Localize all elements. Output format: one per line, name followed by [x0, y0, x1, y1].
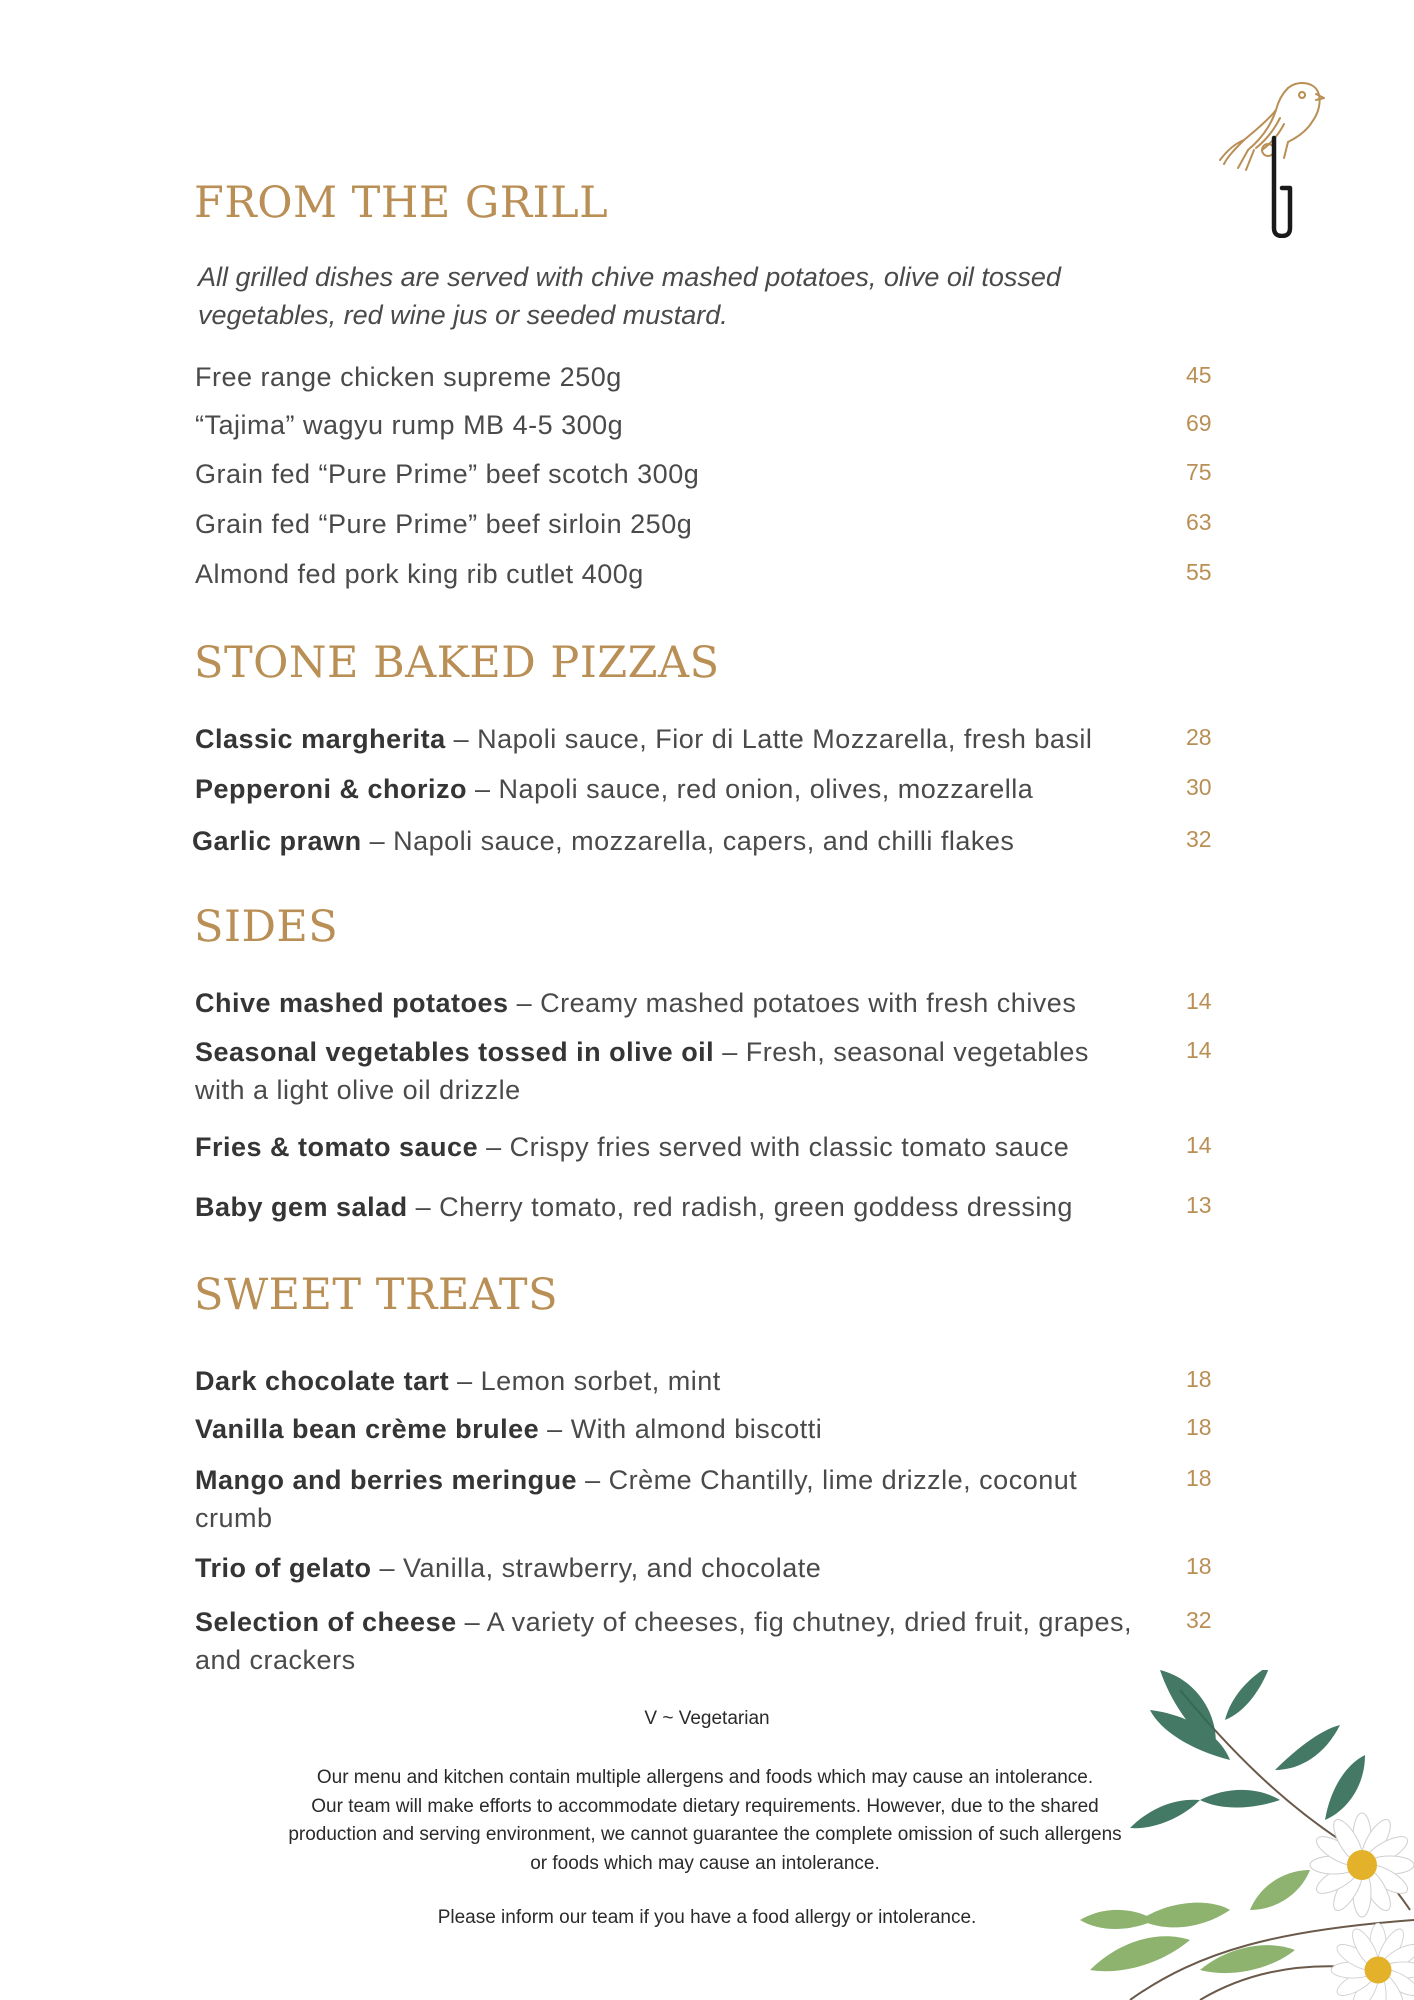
sweet-item-name: Mango and berries meringue — [195, 1465, 578, 1495]
sweet-item-name: Selection of cheese — [195, 1607, 457, 1637]
pizza-item-price: 30 — [1186, 774, 1212, 800]
disclaimer-line: Our team will make efforts to accommodate dietary requirements. However, due to the shared — [311, 1795, 1099, 1817]
pizza-item-desc: – Napoli sauce, red onion, olives, mozzarella — [467, 774, 1034, 804]
grill-item: Free range chicken supreme 250g — [195, 362, 622, 392]
side-item-name: Seasonal vegetables tossed in olive oil — [195, 1037, 715, 1067]
sweet-item-desc: – Crème Chantilly, lime drizzle, coconut crumb — [195, 1465, 1078, 1533]
pizza-item-price: 32 — [1186, 826, 1212, 852]
section-title-grill: FROM THE GRILL — [194, 178, 609, 228]
grill-item: Grain fed “Pure Prime” beef scotch 300g — [195, 459, 700, 489]
side-item-price: 14 — [1186, 1132, 1212, 1158]
sweet-item — [195, 1362, 1145, 1400]
sweet-item-desc: – With almond biscotti — [539, 1414, 823, 1444]
side-item-price: 14 — [1186, 988, 1212, 1014]
pizza-item — [192, 822, 1142, 860]
section-title-sweets: SWEET TREATS — [194, 1270, 559, 1320]
sweet-item-desc: – Lemon sorbet, mint — [449, 1366, 721, 1396]
grill-intro: All grilled dishes are served with chive mashed potatoes, olive oil tossed vegetables, red wine jus or seeded mustard. — [198, 262, 1061, 330]
sweet-item-price: 18 — [1186, 1366, 1212, 1392]
sweet-item — [195, 1603, 1145, 1679]
disclaimer-line: or foods which may cause an intolerance. — [530, 1852, 880, 1874]
sweet-item-price: 32 — [1186, 1607, 1212, 1633]
allergen-disclaimer — [230, 1764, 1180, 1878]
pizza-item-name: Garlic prawn — [192, 826, 362, 856]
pizza-item — [195, 770, 1145, 808]
grill-item-price: 69 — [1186, 410, 1212, 436]
side-item — [195, 1188, 1145, 1226]
side-item — [195, 1033, 1145, 1109]
sweet-item-name: Vanilla bean crème brulee — [195, 1414, 540, 1444]
grill-item: Grain fed “Pure Prime” beef sirloin 250g — [195, 509, 693, 539]
side-item-desc: – Fresh, seasonal vegetables with a light olive oil drizzle — [195, 1037, 1089, 1105]
section-title-sides: SIDES — [194, 902, 339, 952]
pizza-item-name: Classic margherita — [195, 724, 446, 754]
side-item-name: Chive mashed potatoes — [195, 988, 509, 1018]
sweet-item-name: Dark chocolate tart — [195, 1366, 450, 1396]
disclaimer-line: Our menu and kitchen contain multiple allergens and foods which may cause an intolerance. — [316, 1767, 1094, 1788]
bird-logo-icon — [1218, 78, 1326, 238]
vegetarian-legend: V ~ Vegetarian — [644, 1708, 770, 1729]
grill-item-price: 55 — [1186, 559, 1212, 585]
sweet-item — [195, 1549, 1145, 1587]
sweet-item-desc: – A variety of cheeses, fig chutney, dried fruit, grapes, and crackers — [195, 1607, 1132, 1675]
pizza-item-price: 28 — [1186, 724, 1212, 750]
pizza-item — [195, 720, 1145, 758]
side-item-desc: – Cherry tomato, red radish, green goddess dressing — [407, 1192, 1073, 1222]
pizza-item-desc: – Napoli sauce, mozzarella, capers, and chilli flakes — [361, 826, 1015, 856]
side-item-name: Fries & tomato sauce — [195, 1132, 479, 1162]
side-item-desc: – Crispy fries served with classic tomato sauce — [478, 1132, 1070, 1162]
sweet-item — [195, 1461, 1145, 1537]
sweet-item-price: 18 — [1186, 1465, 1212, 1491]
sweet-item-price: 18 — [1186, 1553, 1212, 1579]
grill-item-price: 75 — [1186, 459, 1212, 485]
side-item-desc: – Creamy mashed potatoes with fresh chives — [508, 988, 1077, 1018]
pizza-item-desc: – Napoli sauce, Fior di Latte Mozzarella, fresh basil — [445, 724, 1093, 754]
grill-item: “Tajima” wagyu rump MB 4-5 300g — [195, 410, 624, 440]
pizza-item-name: Pepperoni & chorizo — [195, 774, 468, 804]
grill-item-price: 63 — [1186, 509, 1212, 535]
sweet-item-desc: – Vanilla, strawberry, and chocolate — [371, 1553, 822, 1583]
grill-item: Almond fed pork king rib cutlet 400g — [195, 559, 644, 589]
sweet-item — [195, 1410, 1145, 1448]
side-item — [195, 1128, 1145, 1166]
grill-item-price: 45 — [1186, 362, 1212, 388]
side-item-price: 14 — [1186, 1037, 1212, 1063]
side-item-price: 13 — [1186, 1192, 1212, 1218]
eucalyptus-daisy-botanical-icon — [1080, 1670, 1414, 2000]
section-title-pizzas: STONE BAKED PIZZAS — [194, 638, 720, 688]
disclaimer-line: production and serving environment, we cannot guarantee the complete omission of such allergens — [288, 1824, 1122, 1845]
allergy-inform-note: Please inform our team if you have a food allergy or intolerance. — [437, 1907, 977, 1928]
side-item — [195, 984, 1145, 1022]
sweet-item-name: Trio of gelato — [195, 1553, 372, 1583]
side-item-name: Baby gem salad — [195, 1192, 408, 1222]
sweet-item-price: 18 — [1186, 1414, 1212, 1440]
